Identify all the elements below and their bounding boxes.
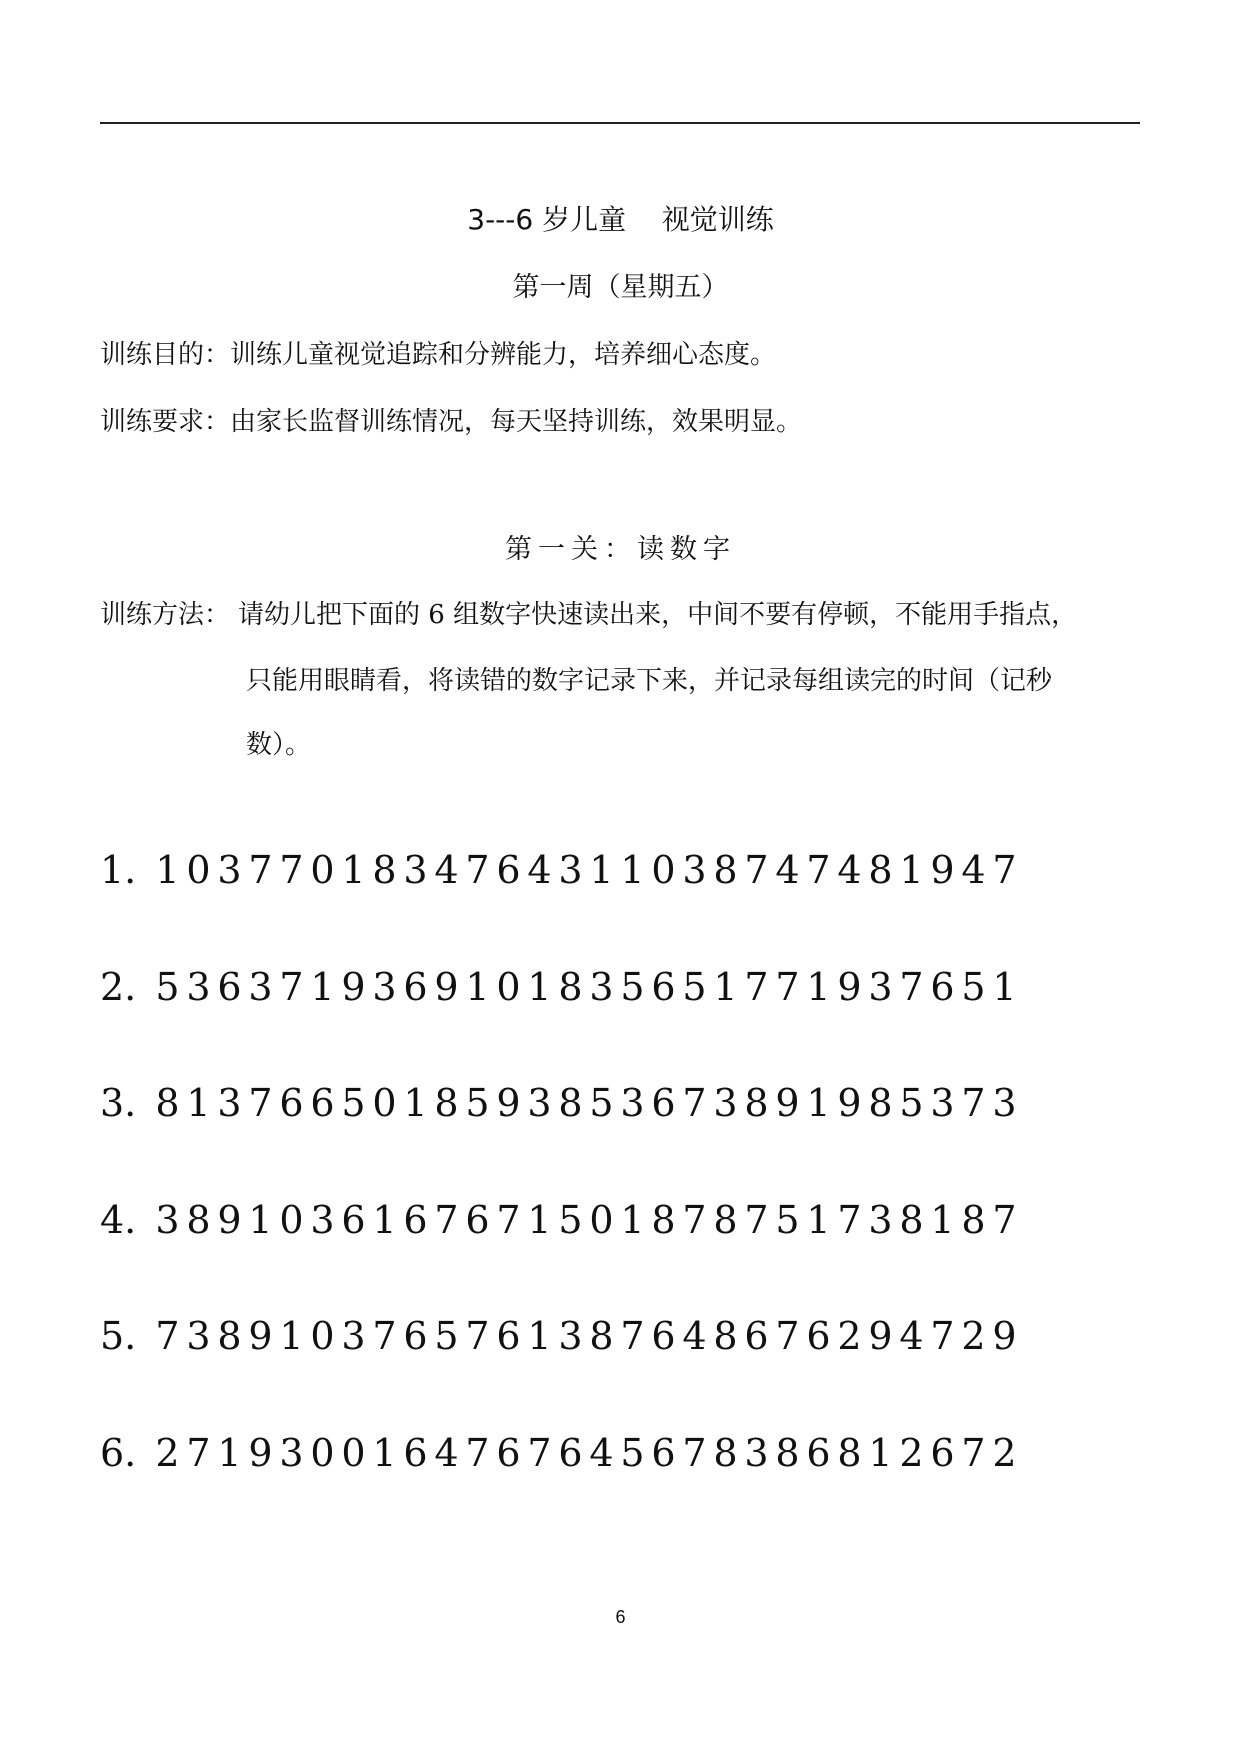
digit: 4: [899, 1314, 924, 1358]
digit: 1: [899, 848, 924, 892]
digit: 3: [248, 965, 273, 1009]
digit: 5: [434, 1314, 459, 1358]
digit: 3: [186, 1314, 211, 1358]
digit: 7: [620, 1314, 645, 1358]
digit: 8: [868, 848, 893, 892]
digit: 3: [744, 1431, 769, 1475]
digit: 3: [310, 1198, 335, 1242]
digit: 5: [620, 1431, 645, 1475]
digit: 8: [186, 1198, 211, 1242]
digit: 3: [589, 965, 614, 1009]
digit: 0: [310, 1431, 335, 1475]
digit: 8: [217, 1314, 242, 1358]
digit: 7: [961, 1081, 986, 1125]
digit: 3: [558, 1314, 583, 1358]
digit: 7: [527, 1431, 552, 1475]
digit: 9: [992, 1314, 1017, 1358]
digit: 9: [434, 965, 459, 1009]
digit: 8: [868, 1081, 893, 1125]
digit: 7: [682, 1198, 707, 1242]
digit: 9: [775, 1081, 800, 1125]
digit: 2: [992, 1431, 1017, 1475]
digit: 3: [868, 1198, 893, 1242]
level-title: 第一关：读数字: [505, 534, 736, 565]
digit: 8: [713, 1431, 738, 1475]
digit: 9: [217, 1198, 242, 1242]
digit: 3: [155, 1198, 180, 1242]
digit: 7: [372, 1314, 397, 1358]
digit: 8: [899, 1198, 924, 1242]
digit: 1: [713, 965, 738, 1009]
digit: 7: [992, 848, 1017, 892]
digit: 6: [930, 965, 955, 1009]
digit: 9: [930, 848, 955, 892]
digit: 3: [558, 848, 583, 892]
digit: 3: [403, 848, 428, 892]
digit: 0: [186, 848, 211, 892]
digit-row-index: 3.: [100, 1081, 137, 1125]
digit-row-digits: [152, 1431, 1020, 1475]
digit: 7: [775, 965, 800, 1009]
digit: 1: [527, 1198, 552, 1242]
digit: 8: [558, 1081, 583, 1125]
digit: 4: [775, 848, 800, 892]
digit: 6: [651, 1081, 676, 1125]
digit: 4: [434, 1431, 459, 1475]
digit: 2: [899, 1431, 924, 1475]
digit: 7: [279, 965, 304, 1009]
training-purpose: 训练目的：训练儿童视觉追踪和分辨能力，培养细心态度。: [100, 340, 777, 370]
digit-row-4: [100, 1195, 1020, 1245]
digit: 4: [837, 848, 862, 892]
digit: 9: [248, 1314, 273, 1358]
digit: 5: [589, 1081, 614, 1125]
digit: 7: [248, 1081, 273, 1125]
digit: 3: [186, 965, 211, 1009]
digit: 5: [899, 1081, 924, 1125]
digit: 1: [992, 965, 1017, 1009]
training-method-line-3: 数）。: [246, 730, 312, 760]
digit: 3: [992, 1081, 1017, 1125]
digit: 6: [496, 848, 521, 892]
digit: 1: [620, 1198, 645, 1242]
digit: 3: [713, 1081, 738, 1125]
digit: 4: [527, 848, 552, 892]
digit: 8: [837, 1431, 862, 1475]
digit: 3: [372, 965, 397, 1009]
digit: 1: [527, 1314, 552, 1358]
digit: 8: [372, 848, 397, 892]
digit: 1: [186, 1081, 211, 1125]
digit: 9: [837, 965, 862, 1009]
digit: 7: [961, 1431, 986, 1475]
digit: 8: [775, 1431, 800, 1475]
digit: 0: [651, 848, 676, 892]
training-method-label: 训练方法：: [100, 600, 231, 630]
digit: 0: [310, 848, 335, 892]
digit: 5: [341, 1081, 366, 1125]
digit: 8: [651, 1198, 676, 1242]
digit: 0: [279, 1198, 304, 1242]
digit: 8: [713, 1198, 738, 1242]
digit: 1: [372, 1198, 397, 1242]
digit-row-3: [100, 1078, 1020, 1128]
digit: 6: [341, 1198, 366, 1242]
digit: 4: [682, 1314, 707, 1358]
digit: 1: [465, 965, 490, 1009]
digit: 1: [341, 848, 366, 892]
digit: 8: [434, 1081, 459, 1125]
digit: 7: [186, 1431, 211, 1475]
digit-row-digits: [152, 848, 1020, 892]
digit: 1: [806, 1198, 831, 1242]
digit: 6: [651, 1431, 676, 1475]
digit: 0: [310, 1314, 335, 1358]
digit: 1: [217, 1431, 242, 1475]
digit: 1: [155, 848, 180, 892]
digit: 6: [403, 1314, 428, 1358]
digit: 9: [496, 1081, 521, 1125]
training-requirement: 训练要求：由家长监督训练情况，每天坚持训练，效果明显。: [100, 407, 803, 437]
digit: 6: [496, 1314, 521, 1358]
digit: 2: [837, 1314, 862, 1358]
digit: 1: [403, 1081, 428, 1125]
digit: 7: [992, 1198, 1017, 1242]
digit: 1: [372, 1431, 397, 1475]
digit: 7: [465, 1431, 490, 1475]
page-number: 6: [615, 1607, 626, 1627]
digit: 3: [620, 1081, 645, 1125]
digit: 6: [806, 1314, 831, 1358]
digit: 2: [155, 1431, 180, 1475]
digit: 6: [217, 965, 242, 1009]
digit: 7: [744, 965, 769, 1009]
digit: 7: [465, 848, 490, 892]
digit: 8: [589, 1314, 614, 1358]
digit: 8: [558, 965, 583, 1009]
digit: 6: [403, 1198, 428, 1242]
digit: 9: [341, 965, 366, 1009]
digit: 8: [155, 1081, 180, 1125]
digit: 1: [279, 1314, 304, 1358]
page-subtitle: 第一周（星期五）: [512, 272, 729, 303]
digit: 5: [775, 1198, 800, 1242]
digit: 5: [961, 965, 986, 1009]
digit: 7: [682, 1431, 707, 1475]
digit-row-6: [100, 1428, 1020, 1478]
digit: 6: [651, 965, 676, 1009]
page-title: 3---6 岁儿童 视觉训练: [467, 203, 774, 236]
digit: 3: [527, 1081, 552, 1125]
digit: 3: [341, 1314, 366, 1358]
digit: 6: [930, 1431, 955, 1475]
digit: 6: [310, 1081, 335, 1125]
digit: 1: [248, 1198, 273, 1242]
digit-row-index: 1.: [100, 848, 137, 892]
digit: 7: [775, 1314, 800, 1358]
digit-row-5: [100, 1311, 1020, 1361]
digit: 3: [930, 1081, 955, 1125]
digit: 7: [496, 1198, 521, 1242]
digit: 7: [279, 848, 304, 892]
digit: 9: [868, 1314, 893, 1358]
digit: 3: [217, 1081, 242, 1125]
digit: 6: [806, 1431, 831, 1475]
digit: 5: [620, 965, 645, 1009]
training-method-line-1: 请幼儿把下面的 6 组数字快速读出来，中间不要有停顿，不能用手指点，: [238, 600, 1078, 630]
digit-row-digits: [152, 1081, 1020, 1125]
digit: 7: [744, 1198, 769, 1242]
digit: 7: [465, 1314, 490, 1358]
digit: 7: [930, 1314, 955, 1358]
digit: 6: [558, 1431, 583, 1475]
digit: 1: [806, 1081, 831, 1125]
digit: 7: [682, 1081, 707, 1125]
digit-row-2: [100, 962, 1020, 1012]
digit: 3: [868, 965, 893, 1009]
digit: 0: [589, 1198, 614, 1242]
digit-row-index: 6.: [100, 1431, 137, 1475]
digit: 6: [279, 1081, 304, 1125]
digit: 5: [465, 1081, 490, 1125]
digit: 2: [961, 1314, 986, 1358]
digit: 5: [682, 965, 707, 1009]
digit: 6: [744, 1314, 769, 1358]
digit-row-index: 4.: [100, 1198, 137, 1242]
digit-row-1: [100, 845, 1020, 895]
digit: 9: [248, 1431, 273, 1475]
digit: 7: [248, 848, 273, 892]
digit: 6: [496, 1431, 521, 1475]
digit: 1: [868, 1431, 893, 1475]
digit: 1: [589, 848, 614, 892]
digit: 3: [279, 1431, 304, 1475]
digit: 1: [310, 965, 335, 1009]
digit-row-digits: [152, 965, 1020, 1009]
digit: 4: [961, 848, 986, 892]
digit-row-digits: [152, 1314, 1020, 1358]
digit: 4: [434, 848, 459, 892]
digit: 0: [341, 1431, 366, 1475]
digit: 8: [713, 848, 738, 892]
digit: 8: [961, 1198, 986, 1242]
digit: 7: [155, 1314, 180, 1358]
digit: 5: [558, 1198, 583, 1242]
header-rule: [100, 122, 1140, 124]
digit: 1: [806, 965, 831, 1009]
digit: 1: [930, 1198, 955, 1242]
digit: 0: [372, 1081, 397, 1125]
digit: 3: [682, 848, 707, 892]
digit: 8: [744, 1081, 769, 1125]
digit: 7: [899, 965, 924, 1009]
digit: 8: [713, 1314, 738, 1358]
digit: 6: [403, 965, 428, 1009]
digit: 4: [589, 1431, 614, 1475]
digit: 3: [217, 848, 242, 892]
digit: 7: [744, 848, 769, 892]
digit: 7: [837, 1198, 862, 1242]
digit-row-digits: [152, 1198, 1020, 1242]
digit: 9: [837, 1081, 862, 1125]
digit: 6: [403, 1431, 428, 1475]
training-method-line-2: 只能用眼睛看，将读错的数字记录下来，并记录每组读完的时间（记秒: [246, 666, 1053, 696]
digit-row-index: 5.: [100, 1314, 137, 1358]
digit: 7: [806, 848, 831, 892]
digit-row-index: 2.: [100, 965, 137, 1009]
digit: 1: [620, 848, 645, 892]
digit: 0: [496, 965, 521, 1009]
digit: 6: [465, 1198, 490, 1242]
digit: 6: [651, 1314, 676, 1358]
digit: 5: [155, 965, 180, 1009]
digit: 7: [434, 1198, 459, 1242]
digit: 1: [527, 965, 552, 1009]
